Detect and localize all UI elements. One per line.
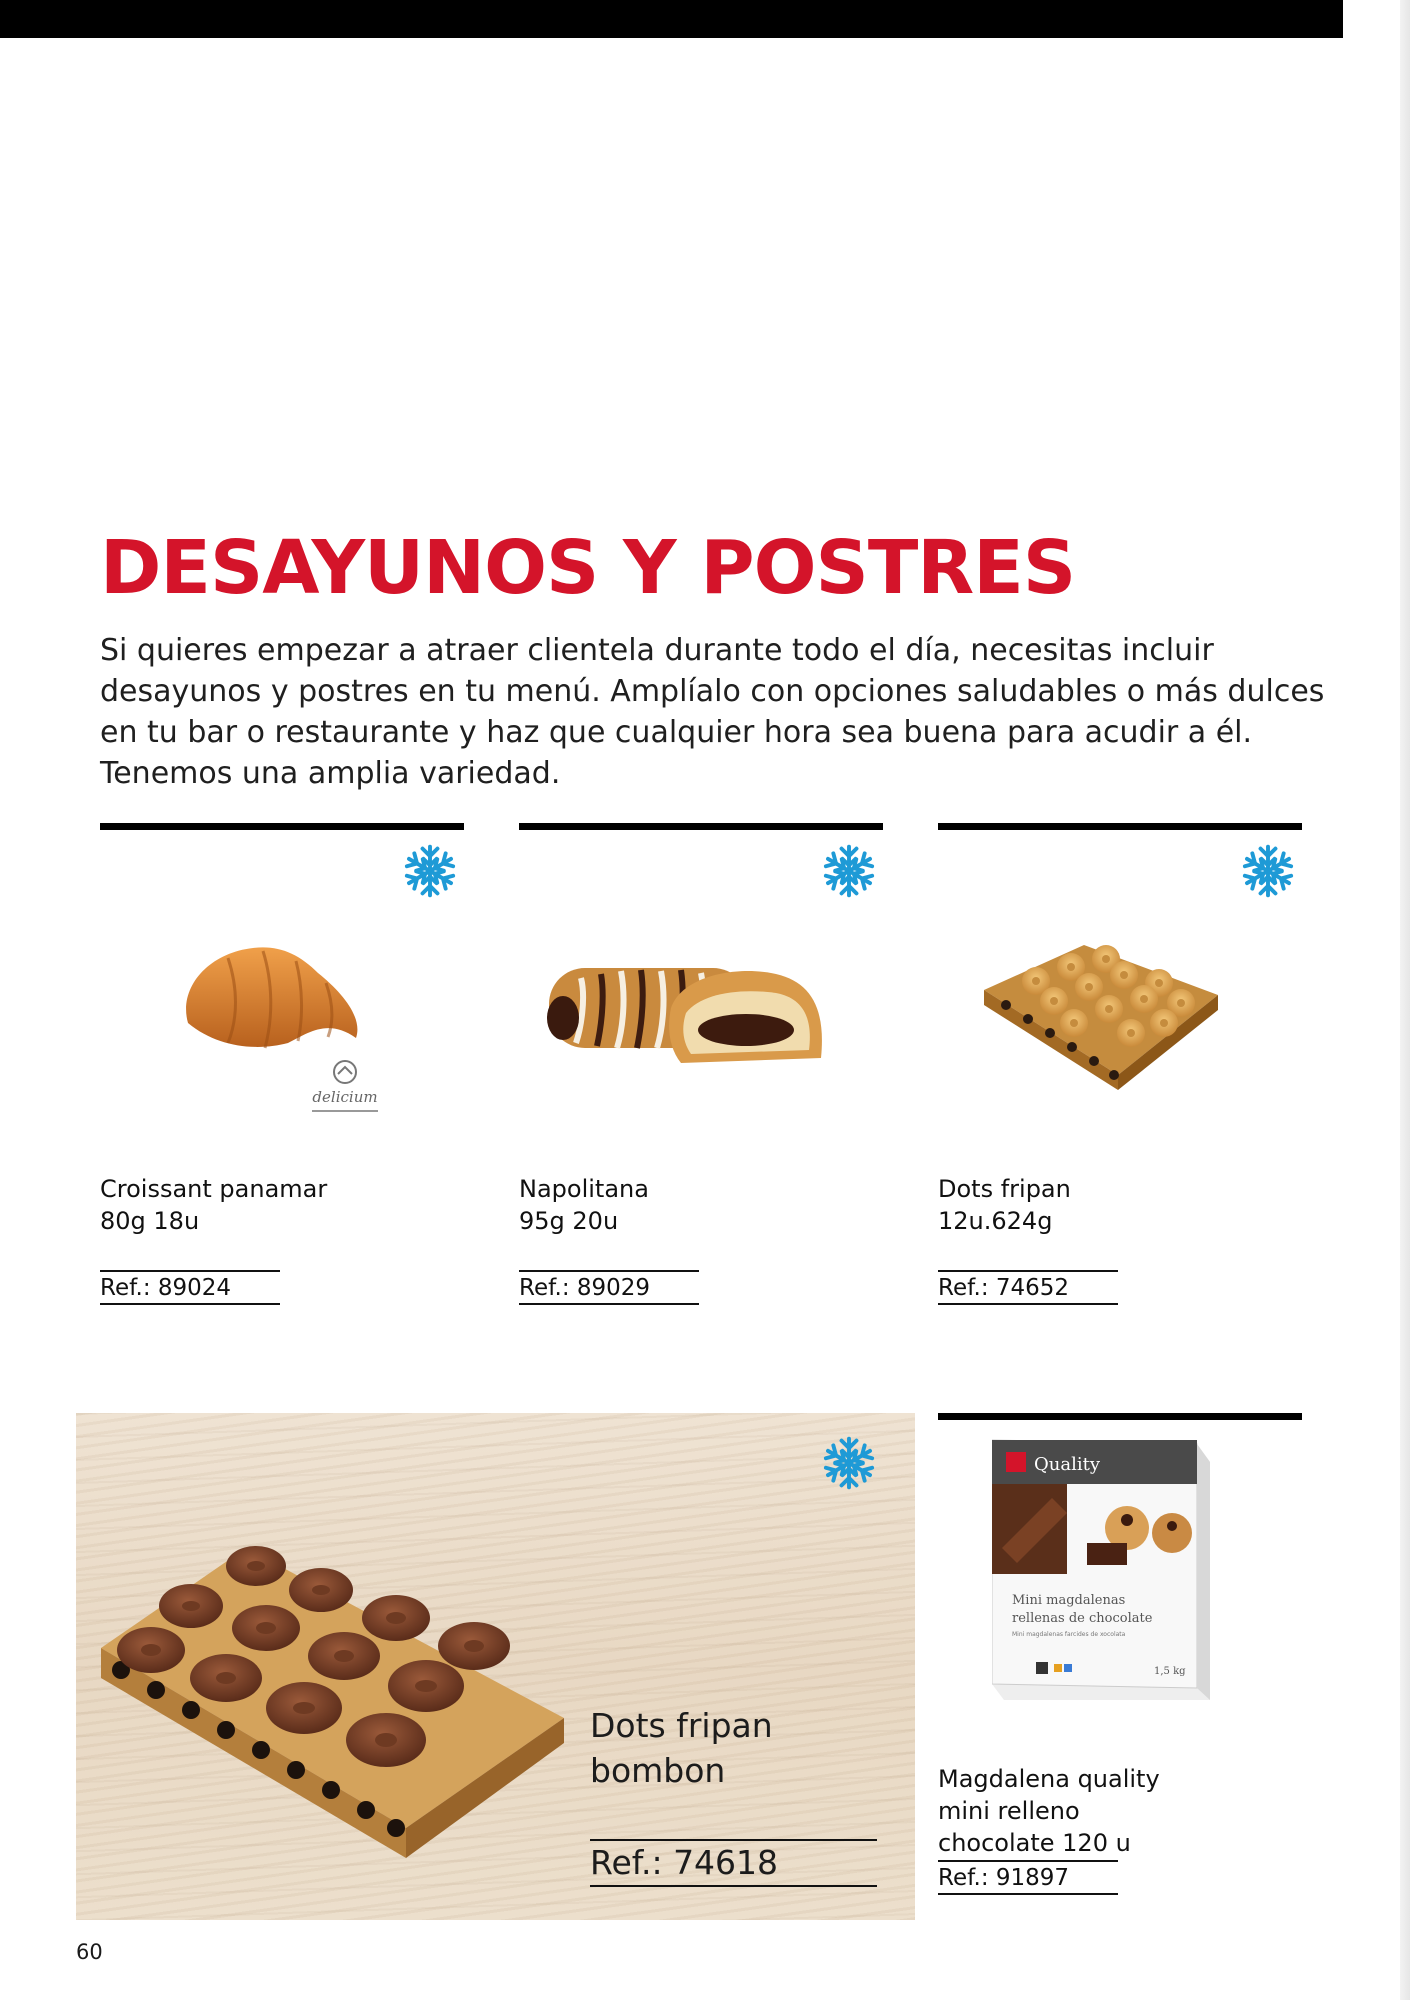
product-name: Napolitana xyxy=(519,1175,649,1203)
snowflake-icon xyxy=(402,843,458,899)
dots-tray-image xyxy=(976,935,1226,1095)
card-top-rule xyxy=(938,1413,1302,1420)
featured-ref: Ref.: 74618 xyxy=(590,1839,877,1887)
page-title: DESAYUNOS Y POSTRES xyxy=(100,525,1076,611)
product-spec: 12u.624g xyxy=(938,1207,1053,1235)
page-number: 60 xyxy=(76,1940,103,1964)
product-name-line2: mini relleno xyxy=(938,1797,1080,1825)
featured-name-line1: Dots fripan xyxy=(590,1706,773,1745)
product-ref: Ref.: 89024 xyxy=(100,1270,280,1305)
product-ref: Ref.: 89029 xyxy=(519,1270,699,1305)
card-top-rule xyxy=(100,823,464,830)
svg-text:1,5 kg: 1,5 kg xyxy=(1154,1666,1186,1677)
product-ref: Ref.: 74652 xyxy=(938,1270,1118,1305)
product-name: Dots fripan xyxy=(938,1175,1071,1203)
magdalena-box-image xyxy=(992,1438,1212,1703)
featured-name xyxy=(590,1703,773,1793)
delicium-logo xyxy=(290,1058,400,1118)
snowflake-icon xyxy=(821,843,877,899)
card-top-rule xyxy=(938,823,1302,830)
snowflake-icon xyxy=(821,1435,877,1491)
product-spec: 80g 18u xyxy=(100,1207,200,1235)
product-ref: Ref.: 91897 xyxy=(938,1860,1118,1895)
product-name: Croissant panamar xyxy=(100,1175,328,1203)
featured-product-dots-bombon[interactable] xyxy=(76,1413,915,1920)
svg-text:Quality: Quality xyxy=(1034,1454,1100,1475)
svg-text:rellenas de chocolate: rellenas de chocolate xyxy=(1012,1611,1153,1626)
svg-text:Mini magdalenas farcides de xo: Mini magdalenas farcides de xocolata xyxy=(1012,1631,1126,1638)
featured-name-line2: bombon xyxy=(590,1751,726,1790)
napolitana-image xyxy=(541,938,841,1078)
page-edge-shadow xyxy=(1400,0,1410,2000)
product-spec: 95g 20u xyxy=(519,1207,619,1235)
snowflake-icon xyxy=(1240,843,1296,899)
svg-text:delicium: delicium xyxy=(312,1088,378,1106)
card-top-rule xyxy=(519,823,883,830)
chocolate-dots-tray-image xyxy=(96,1528,576,1858)
croissant-image xyxy=(168,933,388,1063)
top-black-bar xyxy=(0,0,1343,38)
intro-paragraph: Si quieres empezar a atraer clientela durante todo el día, necesitas incluir desayunos y postres en tu menú. Amplíalo con opciones saludables o más dulces en tu bar o restaurante y haz que cualquier hora sea buena para acudir a él. Tenemos una amplia variedad. xyxy=(100,633,1325,791)
product-spec: chocolate 120 u xyxy=(938,1829,1131,1857)
svg-text:Mini magdalenas: Mini magdalenas xyxy=(1012,1593,1126,1608)
product-name: Magdalena quality xyxy=(938,1765,1160,1793)
